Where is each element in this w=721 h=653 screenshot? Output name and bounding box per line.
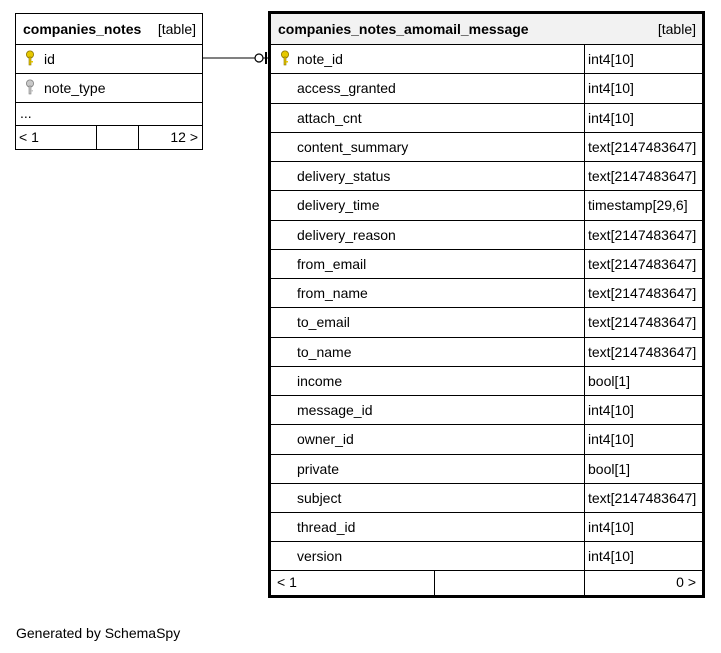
nav-next[interactable] xyxy=(585,571,702,595)
column-row[interactable] xyxy=(271,278,702,307)
ellipsis: ... xyxy=(20,105,32,121)
column-type: text[2147483647] xyxy=(588,314,697,331)
column-divider xyxy=(584,162,585,190)
column-divider xyxy=(584,133,585,161)
column-name: delivery_reason xyxy=(297,226,396,243)
column-name: to_name xyxy=(297,343,352,360)
column-type: int4[10] xyxy=(588,548,634,565)
table-companies-notes-amomail-message[interactable] xyxy=(268,11,705,598)
nav-middle xyxy=(435,571,585,595)
column-type: text[2147483647] xyxy=(588,343,697,360)
column-row[interactable] xyxy=(271,220,702,249)
column-divider xyxy=(584,367,585,395)
column-type: text[2147483647] xyxy=(588,255,697,272)
column-type: int4[10] xyxy=(588,402,634,418)
column-name: subject xyxy=(297,489,342,506)
column-row[interactable] xyxy=(271,44,702,73)
column-type: text[2147483647] xyxy=(588,226,697,243)
column-row[interactable] xyxy=(271,483,702,512)
table-nav xyxy=(271,570,702,595)
column-type: int4[10] xyxy=(588,80,634,97)
nav-next-label: 12 > xyxy=(170,129,198,145)
column-divider xyxy=(584,191,585,219)
table-tag: [table] xyxy=(657,21,696,37)
column-row[interactable] xyxy=(271,190,702,219)
column-row[interactable] xyxy=(271,337,702,366)
column-row[interactable] xyxy=(271,454,702,483)
column-row[interactable] xyxy=(271,249,702,278)
column-type: timestamp[29,6] xyxy=(588,197,688,214)
column-type: int4[10] xyxy=(588,109,634,126)
nav-next-label: 0 > xyxy=(676,574,696,590)
column-divider xyxy=(584,45,585,73)
column-row[interactable] xyxy=(271,366,702,395)
column-name: owner_id xyxy=(297,431,354,448)
column-type: text[2147483647] xyxy=(588,168,697,184)
column-divider xyxy=(584,338,585,366)
column-divider xyxy=(584,308,585,336)
column-divider xyxy=(584,513,585,541)
column-name: delivery_status xyxy=(297,168,391,184)
column-row[interactable] xyxy=(271,73,702,102)
column-divider xyxy=(584,425,585,453)
column-name: note_type xyxy=(44,80,106,96)
column-name: from_email xyxy=(297,255,367,272)
column-row[interactable] xyxy=(271,132,702,161)
column-type: int4[10] xyxy=(588,51,634,67)
column-name: from_name xyxy=(297,285,368,301)
column-name: delivery_time xyxy=(297,197,380,214)
table-name: companies_notes_amomail_message xyxy=(278,21,529,37)
column-divider xyxy=(584,279,585,307)
primary-key-icon xyxy=(280,50,290,66)
column-divider xyxy=(584,104,585,132)
column-type: int4[10] xyxy=(588,519,634,535)
column-row[interactable] xyxy=(271,161,702,190)
column-divider xyxy=(584,484,585,512)
column-row[interactable] xyxy=(271,424,702,453)
column-row[interactable] xyxy=(271,512,702,541)
column-type: bool[1] xyxy=(588,460,631,477)
column-type: bool[1] xyxy=(588,372,631,389)
column-row[interactable] xyxy=(271,541,702,570)
column-type: text[2147483647] xyxy=(588,489,697,506)
nav-prev-label: < 1 xyxy=(19,129,39,145)
generated-by-footer: Generated by SchemaSpy xyxy=(16,625,181,641)
column-name: version xyxy=(297,548,343,565)
column-name: message_id xyxy=(297,402,373,418)
column-divider xyxy=(584,250,585,278)
column-divider xyxy=(584,455,585,483)
nav-prev-label: < 1 xyxy=(277,574,297,590)
column-name: attach_cnt xyxy=(297,109,362,126)
column-divider xyxy=(584,396,585,424)
column-divider xyxy=(584,74,585,102)
nav-prev[interactable] xyxy=(271,571,435,595)
column-name: access_granted xyxy=(297,80,396,97)
column-name: id xyxy=(44,51,55,67)
column-row[interactable] xyxy=(271,103,702,132)
column-divider xyxy=(584,221,585,249)
column-name: note_id xyxy=(297,51,343,67)
column-name: thread_id xyxy=(297,519,356,535)
column-divider xyxy=(584,542,585,570)
column-row[interactable] xyxy=(271,395,702,424)
column-row[interactable] xyxy=(271,307,702,336)
column-name: content_summary xyxy=(297,138,409,155)
column-type: text[2147483647] xyxy=(588,138,697,155)
column-name: private xyxy=(297,460,340,477)
column-type: text[2147483647] xyxy=(588,285,697,301)
table-tag: [table] xyxy=(157,21,196,37)
column-name: to_email xyxy=(297,314,350,331)
table-header xyxy=(271,14,702,44)
column-name: income xyxy=(297,372,343,389)
table-name: companies_notes xyxy=(23,21,142,37)
column-type: int4[10] xyxy=(588,431,634,448)
